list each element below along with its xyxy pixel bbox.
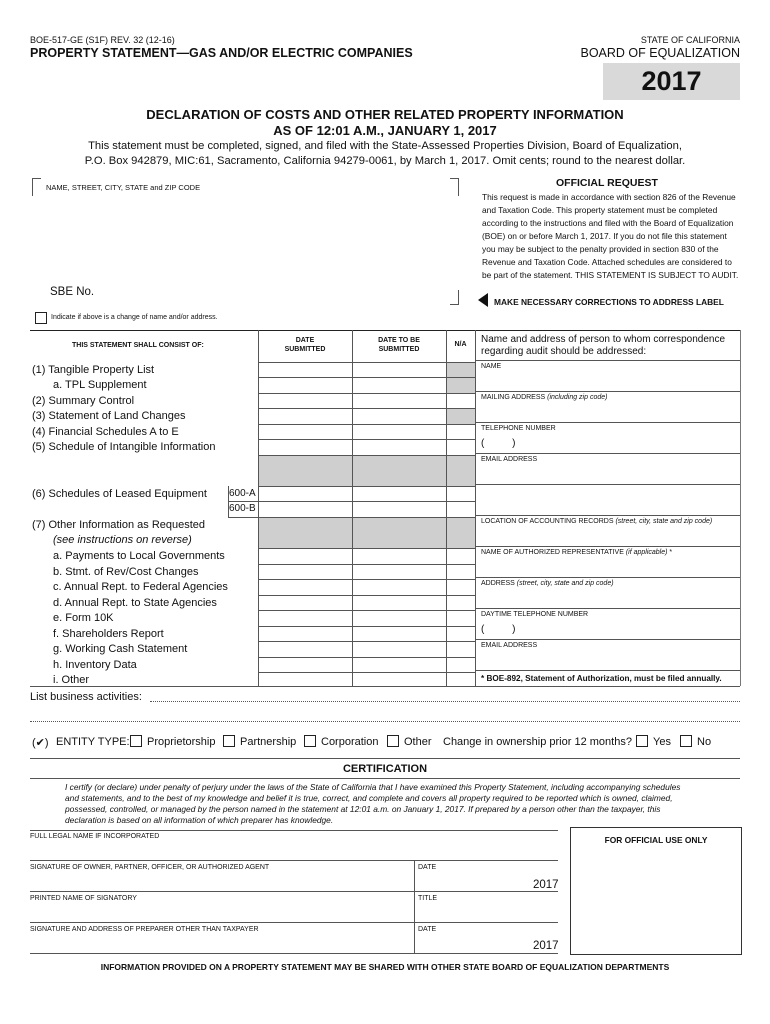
- day-phone-area: ( ): [481, 624, 516, 635]
- footer-notice: INFORMATION PROVIDED ON A PROPERTY STATEMENT MAY BE SHARED WITH OTHER STATE BOARD OF EQUALIZATION DEPARTMENTS: [100, 962, 670, 972]
- mailing-label-text: MAILING ADDRESS: [481, 394, 548, 401]
- address-label: NAME, STREET, CITY, STATE and ZIP CODE: [46, 183, 201, 192]
- col-na: N/A: [454, 341, 467, 348]
- certification-line: possessed, controlled, or managed by the person named in the statement at 12:01 a.m. on January 1, 2017. If prepared by a person other than the taxpayer, this: [65, 804, 661, 814]
- table-heading: THIS STATEMENT SHALL CONSIST OF:: [72, 342, 204, 349]
- printed-name-label: PRINTED NAME OF SIGNATORY: [30, 895, 137, 902]
- business-activities-line[interactable]: [150, 701, 740, 702]
- business-activities-label: List business activities:: [30, 691, 142, 703]
- preparer-signature-label: SIGNATURE AND ADDRESS OF PREPARER OTHER THAN TAXPAYER: [30, 926, 259, 933]
- partnership-label: Partnership: [240, 736, 297, 748]
- records-location-label: [481, 518, 712, 525]
- item-inventory: h. Inventory Data: [53, 659, 137, 671]
- year-value: 2017: [641, 66, 702, 96]
- records-label-hint: (street, city, state and zip code): [615, 518, 713, 525]
- contact-rule: [475, 670, 740, 671]
- sig-rule: [30, 953, 558, 954]
- contact-rule: [475, 422, 740, 423]
- records-label-text: LOCATION OF ACCOUNTING RECORDS: [481, 518, 616, 525]
- year-box: [603, 63, 740, 100]
- other-entity-label: Other: [404, 736, 432, 748]
- col-divider: [446, 330, 447, 686]
- row-rule: [258, 455, 475, 456]
- rep-email-label: EMAIL ADDRESS: [481, 642, 538, 649]
- rep-label-star: *: [667, 549, 673, 556]
- contact-rule: [475, 639, 740, 640]
- col-divider: [740, 330, 741, 686]
- col-divider: [258, 330, 259, 686]
- day-phone-label: DAYTIME TELEPHONE NUMBER: [481, 611, 589, 618]
- item-intangible-info: (5) Schedule of Intangible Information: [32, 441, 216, 453]
- leased-600b: 600-B: [229, 503, 256, 514]
- official-request-line: according to the instructions and filed with the Board of Equalization: [482, 218, 734, 228]
- item-summary-control: (2) Summary Control: [32, 395, 135, 407]
- agency-label: BOARD OF EQUALIZATION: [580, 46, 740, 60]
- certification-text: [65, 782, 745, 826]
- contact-phone-area: ( ): [481, 438, 516, 449]
- contact-rule: [475, 360, 740, 361]
- official-request-line: and Taxation Code. This property statement must be completed: [482, 205, 718, 215]
- item-see-instructions: (see instructions on reverse): [53, 534, 192, 546]
- address-corner-tr: [450, 178, 459, 196]
- certification-line: I certify (or declare) under penalty of perjury under the laws of the State of California that I have examined this Property Statement, including accompanying schedules: [65, 782, 681, 792]
- row-rule: [258, 595, 475, 596]
- form-code: BOE-517-GE (S1F) REV. 32 (12-16): [30, 35, 175, 45]
- row-rule: [258, 672, 475, 673]
- legal-name-field[interactable]: [30, 845, 558, 859]
- item-tangible-property: (1) Tangible Property List: [32, 364, 155, 376]
- item-federal: c. Annual Rept. to Federal Agencies: [53, 581, 228, 593]
- official-use-box: [570, 827, 742, 955]
- official-request-line: be part of the statement. THIS STATEMENT IS SUBJECT TO AUDIT.: [482, 270, 739, 280]
- col-date-to-be-1: DATE TO BE: [378, 337, 420, 344]
- sig-rule: [30, 891, 558, 892]
- row-rule: [258, 393, 475, 394]
- instructions-line-1: This statement must be completed, signed, and filed with the State-Assessed Properties Division, Board of Equalization,: [88, 140, 682, 152]
- gray-cell: [446, 408, 475, 424]
- state-label: STATE OF CALIFORNIA: [640, 35, 740, 45]
- contact-rule: [475, 577, 740, 578]
- date-label-1: DATE: [418, 864, 437, 871]
- title-label: TITLE: [418, 895, 438, 902]
- col-date-submitted-1: DATE: [295, 337, 315, 344]
- item-rev-cost: b. Stmt. of Rev/Cost Changes: [53, 566, 199, 578]
- official-request-text: [482, 191, 740, 282]
- table-top-rule: [30, 330, 740, 331]
- ownership-no-checkbox[interactable]: [680, 735, 692, 747]
- sig-rule: [30, 830, 558, 831]
- item-form-10k: e. Form 10K: [53, 612, 114, 624]
- proprietorship-label: Proprietorship: [147, 736, 216, 748]
- contact-rule: [475, 484, 740, 485]
- table-header-rule: [258, 362, 475, 363]
- contact-name-label: NAME: [481, 363, 502, 370]
- mailing-label-hint: (including zip code): [547, 394, 608, 401]
- proprietorship-checkbox[interactable]: [130, 735, 142, 747]
- address-corner-br: [450, 290, 459, 305]
- item-leased-equipment: (6) Schedules of Leased Equipment: [32, 488, 207, 500]
- owner-signature-label: SIGNATURE OF OWNER, PARTNER, OFFICER, OR AUTHORIZED AGENT: [30, 864, 270, 871]
- row-rule: [258, 564, 475, 565]
- date-year-1: 2017: [533, 879, 559, 891]
- row-rule: [258, 424, 475, 425]
- row-rule: [258, 377, 475, 378]
- ownership-change-question: Change in ownership prior 12 months?: [443, 736, 632, 748]
- form-title: PROPERTY STATEMENT—GAS AND/OR ELECTRIC COMPANIES: [30, 46, 413, 60]
- item-other-info: (7) Other Information as Requested: [32, 519, 206, 531]
- rep-address-label: [481, 580, 614, 587]
- address-change-label: Indicate if above is a change of name and/or address.: [51, 314, 218, 321]
- sig-rule: [30, 860, 558, 861]
- item-financial-schedules: (4) Financial Schedules A to E: [32, 426, 179, 438]
- corporation-checkbox[interactable]: [304, 735, 316, 747]
- gray-cell: [258, 455, 475, 486]
- row-rule: [258, 657, 475, 658]
- official-use-label: FOR OFFICIAL USE ONLY: [604, 835, 708, 845]
- certification-rule: [30, 778, 740, 779]
- official-request-line: (BOE) on or before March 1, 2017. If you do not file this statement: [482, 231, 727, 241]
- item-tpl-supplement: a. TPL Supplement: [53, 379, 147, 391]
- declaration-date: AS OF 12:01 A.M., JANUARY 1, 2017: [273, 123, 497, 138]
- official-request-line: This request is made in accordance with section 826 of the Revenue: [482, 192, 736, 202]
- corporation-label: Corporation: [321, 736, 379, 748]
- entity-type-label: ENTITY TYPE:: [56, 736, 130, 748]
- boe-892-note: * BOE-892, Statement of Authorization, must be filed annually.: [481, 674, 722, 683]
- col-date-to-be-2: SUBMITTED: [378, 346, 420, 353]
- rep-name-label: [481, 549, 672, 556]
- row-rule: [258, 579, 475, 580]
- item-shareholders: f. Shareholders Report: [53, 628, 164, 640]
- col-divider: [475, 330, 476, 686]
- date-label-2: DATE: [418, 926, 437, 933]
- contact-email-label: EMAIL ADDRESS: [481, 456, 538, 463]
- business-activities-line-2[interactable]: [30, 721, 740, 722]
- row-rule: [258, 486, 475, 487]
- rep-address-text: ADDRESS: [481, 580, 517, 587]
- date-year-2: 2017: [533, 940, 559, 952]
- item-payments-local: a. Payments to Local Governments: [53, 550, 225, 562]
- item-other: i. Other: [53, 674, 90, 686]
- contact-rule: [475, 608, 740, 609]
- official-request-line: Revenue and Taxation Code. Attached schedules are considered to: [482, 257, 732, 267]
- contact-rule: [475, 391, 740, 392]
- gray-cell: [258, 517, 475, 548]
- item-land-changes: (3) Statement of Land Changes: [32, 410, 186, 422]
- official-request-line: you may be subject to the penalty provided in section 830 of the: [482, 244, 719, 254]
- contact-phone-label: TELEPHONE NUMBER: [481, 425, 556, 432]
- ownership-yes-label: Yes: [653, 736, 671, 748]
- other-entity-checkbox[interactable]: [387, 735, 399, 747]
- row-rule: [258, 626, 475, 627]
- arrow-left-icon: [478, 293, 488, 307]
- certification-title: CERTIFICATION: [342, 763, 428, 775]
- ownership-no-label: No: [697, 736, 712, 748]
- rep-label-hint: (if applicable): [625, 549, 668, 556]
- contact-rule: [475, 515, 740, 516]
- item-state: d. Annual Rept. to State Agencies: [53, 597, 217, 609]
- corrections-note: MAKE NECESSARY CORRECTIONS TO ADDRESS LABEL: [494, 297, 724, 307]
- rep-label-text: NAME OF AUTHORIZED REPRESENTATIVE: [481, 549, 626, 556]
- row-rule: [258, 548, 475, 549]
- address-corner-tl: [32, 178, 41, 196]
- contact-heading-1: Name and address of person to whom correspondence: [481, 334, 726, 345]
- row-rule: [258, 439, 475, 440]
- legal-name-label: FULL LEGAL NAME IF INCORPORATED: [30, 833, 160, 840]
- item-working-cash: g. Working Cash Statement: [53, 643, 188, 655]
- ownership-yes-checkbox[interactable]: [636, 735, 648, 747]
- partnership-checkbox[interactable]: [223, 735, 235, 747]
- leased-600a: 600-A: [229, 488, 256, 499]
- col-date-submitted-2: SUBMITTED: [284, 346, 326, 353]
- rep-address-hint: (street, city, state and zip code): [516, 580, 614, 587]
- contact-rule: [475, 546, 740, 547]
- row-rule: [258, 408, 475, 409]
- address-change-checkbox[interactable]: [35, 312, 47, 324]
- contact-heading-2: regarding audit should be addressed:: [481, 346, 647, 357]
- certification-line: and statements, and to the best of my knowledge and belief it is true, correct, and complete and covers all property required to be reported which is owned, claimed,: [65, 793, 673, 803]
- date-divider: [414, 860, 415, 953]
- certification-line: declaration is based on all information of which preparer has knowledge.: [65, 815, 334, 825]
- entity-bottom-rule: [30, 758, 740, 759]
- entity-check-mark: (✔): [32, 737, 49, 749]
- contact-rule: [475, 453, 740, 454]
- row-rule: [258, 610, 475, 611]
- row-rule: [228, 517, 475, 518]
- official-request-title: OFFICIAL REQUEST: [556, 177, 658, 189]
- instructions-line-2: P.O. Box 942879, MIC:61, Sacramento, California 94279-0061, by March 1, 2017. Omit cents; round to the nearest dollar.: [84, 155, 686, 167]
- declaration-title: DECLARATION OF COSTS AND OTHER RELATED PROPERTY INFORMATION: [146, 107, 624, 122]
- row-rule: [228, 501, 475, 502]
- sbe-number-label: SBE No.: [50, 286, 95, 298]
- sig-rule: [30, 922, 558, 923]
- table-bottom-rule: [30, 686, 740, 687]
- col-divider: [352, 330, 353, 686]
- contact-mailing-label: [481, 394, 607, 401]
- row-rule: [258, 641, 475, 642]
